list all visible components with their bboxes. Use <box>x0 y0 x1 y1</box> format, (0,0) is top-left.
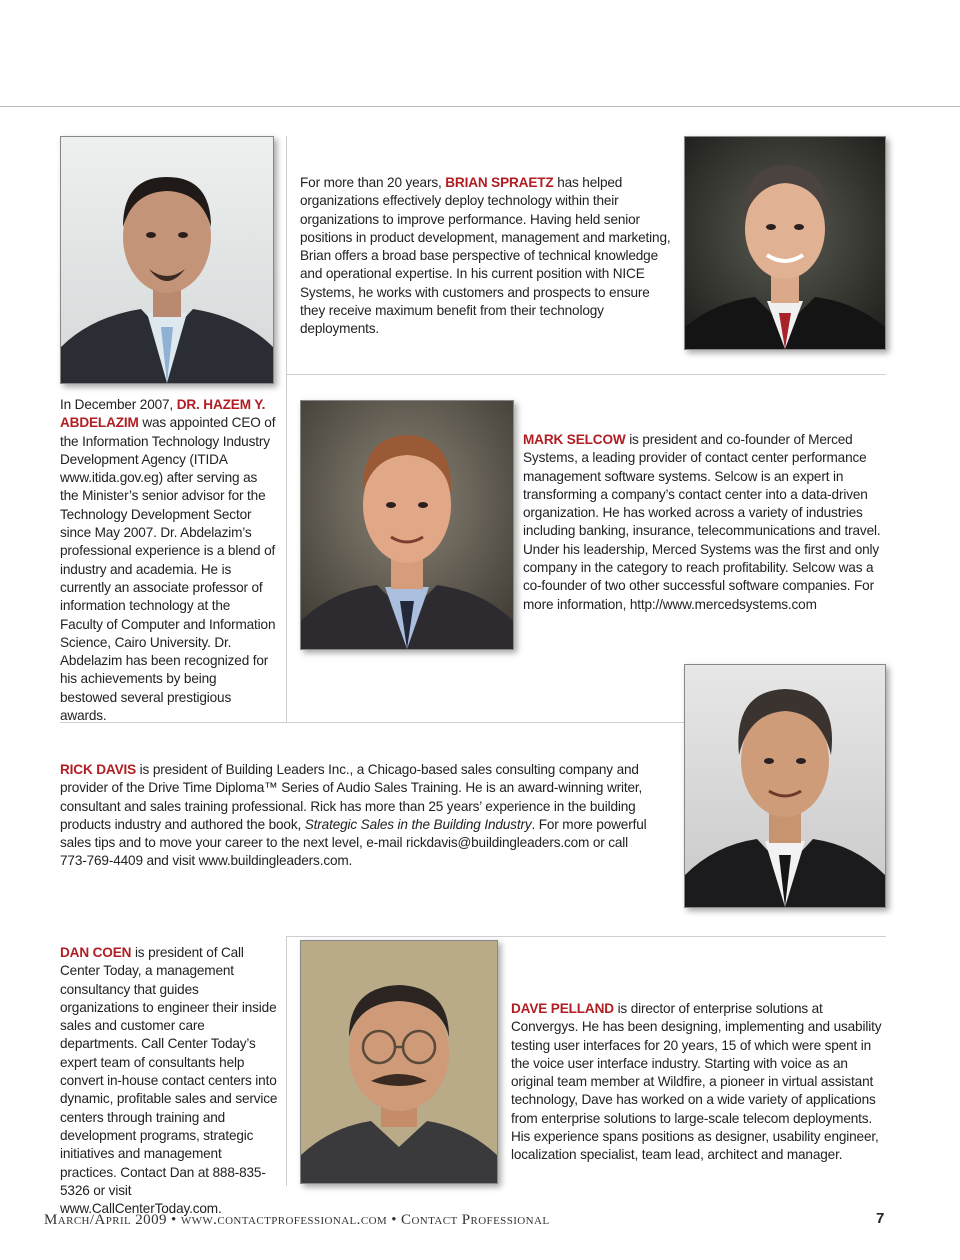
photo-dave-pelland <box>300 940 498 1184</box>
bio-dan-coen <box>60 944 278 1218</box>
person-name: DAN COEN <box>60 945 132 960</box>
column-divider-lower <box>286 936 287 1186</box>
bio-text: is president of Call Center Today, a management consultancy that guides organizations to engineer their inside sales and customer care departments. Call Center Today’s expert team of consultants help convert in-house contact centers into dynamic, profitable sales and service centers through training and development programs, strategic initiatives and management practices. Contact Dan at 888-835-5326 or visit www.CallCenterToday.com. <box>60 945 278 1217</box>
photo-brian-spraetz <box>684 136 886 350</box>
person-name: RICK DAVIS <box>60 762 137 777</box>
page-footer: March/April 2009 • www.contactprofessional.com • Contact Professional <box>44 1212 550 1228</box>
page-number: 7 <box>876 1210 885 1227</box>
bio-intro: For more than 20 years, <box>300 175 446 190</box>
person-name: DR. HAZEM Y. ABDELAZIM <box>60 397 266 431</box>
bio-rick-davis <box>60 761 656 871</box>
photo-hazem-abdelazim <box>60 136 274 384</box>
column-divider-upper <box>286 136 287 722</box>
bio-text: was appointed CEO of the Information Technology Industry Development Agency (ITIDA www.itida.gov.eg) after serving as the Minister’s senior advisor for the Technology Development Sector since May 2007. Dr. Abdelazim’s professional experience is a blend of industry and academia. He is currently an associate professor of information technology at the Faculty of Computer and Information Science, Cairo University. Dr. Abdelazim has been recognized for his achievements by being bestowed several prestigious awards. <box>60 415 276 724</box>
person-name: MARK SELCOW <box>523 432 626 447</box>
person-name: BRIAN SPRAETZ <box>445 175 554 190</box>
bio-dave-pelland <box>511 1000 885 1165</box>
bio-text: . For more powerful sales tips and to move your career to the next level, e-mail rickdavis@buildingleaders.com or call 773-769-4409 and visit www.buildingleaders.com. <box>60 816 647 869</box>
photo-mark-selcow <box>300 400 514 650</box>
bio-intro: In December 2007, <box>60 397 177 412</box>
book-title: Strategic Sales in the Building Industry <box>304 816 532 832</box>
header-rule <box>0 106 960 107</box>
section-divider-1 <box>286 374 886 375</box>
photo-rick-davis <box>684 664 886 908</box>
bio-hazem-abdelazim <box>60 396 276 725</box>
bio-text: has helped organizations effectively deploy technology within their organizations to improve performance. Having held senior positions in product development, management and marketing, Brian offers a broad base perspective of technical knowledge and operational expertise. In his current position with NICE Systems, he works with customers and prospects to ensure they receive maximum benefit from their technology deployments. <box>300 175 671 337</box>
bio-mark-selcow <box>523 431 883 614</box>
section-divider-3 <box>286 936 886 937</box>
bio-brian-spraetz <box>300 174 672 339</box>
person-name: DAVE PELLAND <box>511 1001 614 1016</box>
bio-text: is president of Building Leaders Inc., a Chicago-based sales consulting company and provider of the Drive Time Diploma™ Series of Audio Sales Training. He is an award-winning writer, consultant and sales training professional. Rick has more than 25 years’ experience in the building products industry and authored the book, <box>60 762 643 832</box>
bio-text: is director of enterprise solutions at Convergys. He has been designing, implementing and usability testing user interfaces for 20 years, 15 of which were spent in the voice user interface industry. Starting with voice as an original team member at Wildfire, a pioneer in virtual assistant technology, Dave has worked on a wide variety of applications from enterprise solutions to large-scale telecom deployments. His experience spans positions as designer, usability engineer, localization specialist, team lead, architect and manager. <box>511 1001 882 1163</box>
bio-text: is president and co-founder of Merced Systems, a leading provider of contact center performance management software systems. Selcow is an expert in transforming a company’s contact center into a data-driven organization. He has worked across a variety of industries including banking, insurance, telecommunications and travel. Under his leadership, Merced Systems was the first and only company in the category to reach profitability. Selcow was a co-founder of two other successful software companies. For more information, http://www.mercedsystems.com <box>523 432 881 612</box>
